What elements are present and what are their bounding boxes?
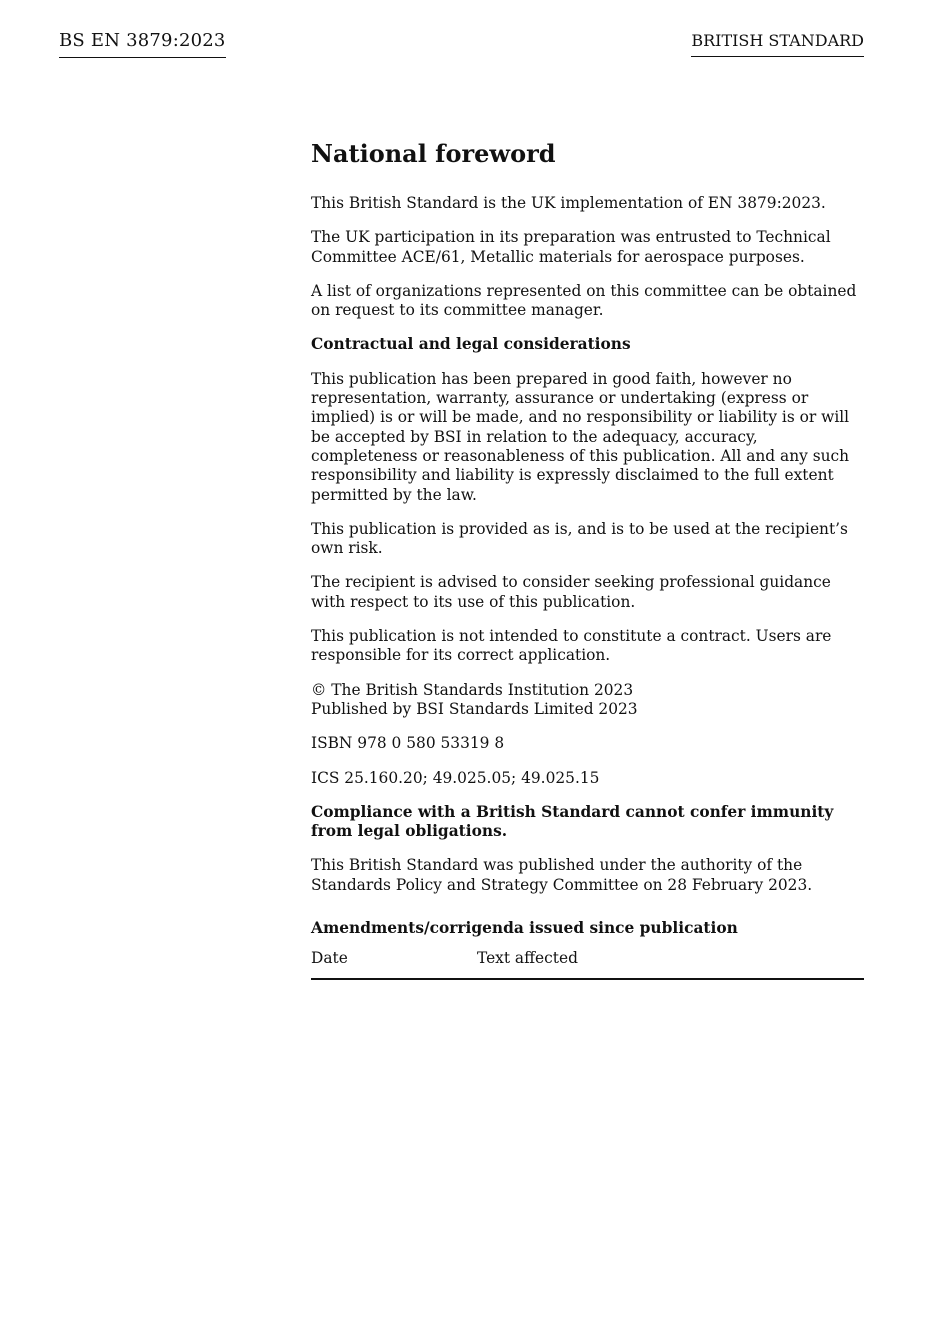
document-type: BRITISH STANDARD (691, 31, 864, 57)
column-header-text-affected: Text affected (477, 949, 864, 979)
authority-paragraph: This British Standard was published under the authority of the Standards Policy and Strategy Committee on 28 February 2023. (311, 856, 813, 894)
document-id: BS EN 3879:2023 (59, 30, 226, 58)
publisher-line: Published by BSI Standards Limited 2023 (311, 699, 638, 718)
amendments-heading: Amendments/corrigenda issued since publication (311, 919, 738, 938)
amendments-table (311, 949, 864, 980)
guidance-paragraph: The recipient is advised to consider seeking professional guidance with respect to its use of this publication. (311, 573, 831, 611)
ics-codes: ICS 25.160.20; 49.025.05; 49.025.15 (311, 768, 600, 787)
risk-paragraph: This publication is provided as is, and is to be used at the recipient’s own risk. (311, 519, 848, 558)
copyright-line: © The British Standards Institution 2023 (311, 680, 634, 699)
national-foreword (311, 138, 864, 980)
contractual-heading: Contractual and legal considerations (311, 335, 631, 354)
isbn: ISBN 978 0 580 53319 8 (311, 734, 505, 753)
contract-paragraph: This publication is not intended to constitute a contract. Users are responsible for its correct application. (311, 627, 832, 665)
compliance-statement: Compliance with a British Standard cannot confer immunity from legal obligations. (311, 802, 834, 841)
page-title: National foreword (311, 139, 556, 168)
column-header-date: Date (311, 949, 477, 979)
organizations-paragraph: A list of organizations represented on this committee can be obtained on request to its committee manager. (311, 281, 857, 320)
good-faith-paragraph: This publication has been prepared in good faith, however no representation, warranty, assurance or undertaking (express or implied) is or will be made, and no responsibility or liability is or will be accepted by BSI in relation to the adequacy, accuracy, completeness or reasonableness of this publication. All and any such responsibility and liability is expressly disclaimed to the full extent permitted by the law. (311, 369, 850, 504)
committee-paragraph: The UK participation in its preparation was entrusted to Technical Committee ACE/61, Metallic materials for aerospace purposes. (311, 228, 831, 266)
implementation-paragraph: This British Standard is the UK implementation of EN 3879:2023. (311, 194, 826, 212)
table-header-row (311, 949, 864, 979)
copyright-block (311, 681, 864, 720)
